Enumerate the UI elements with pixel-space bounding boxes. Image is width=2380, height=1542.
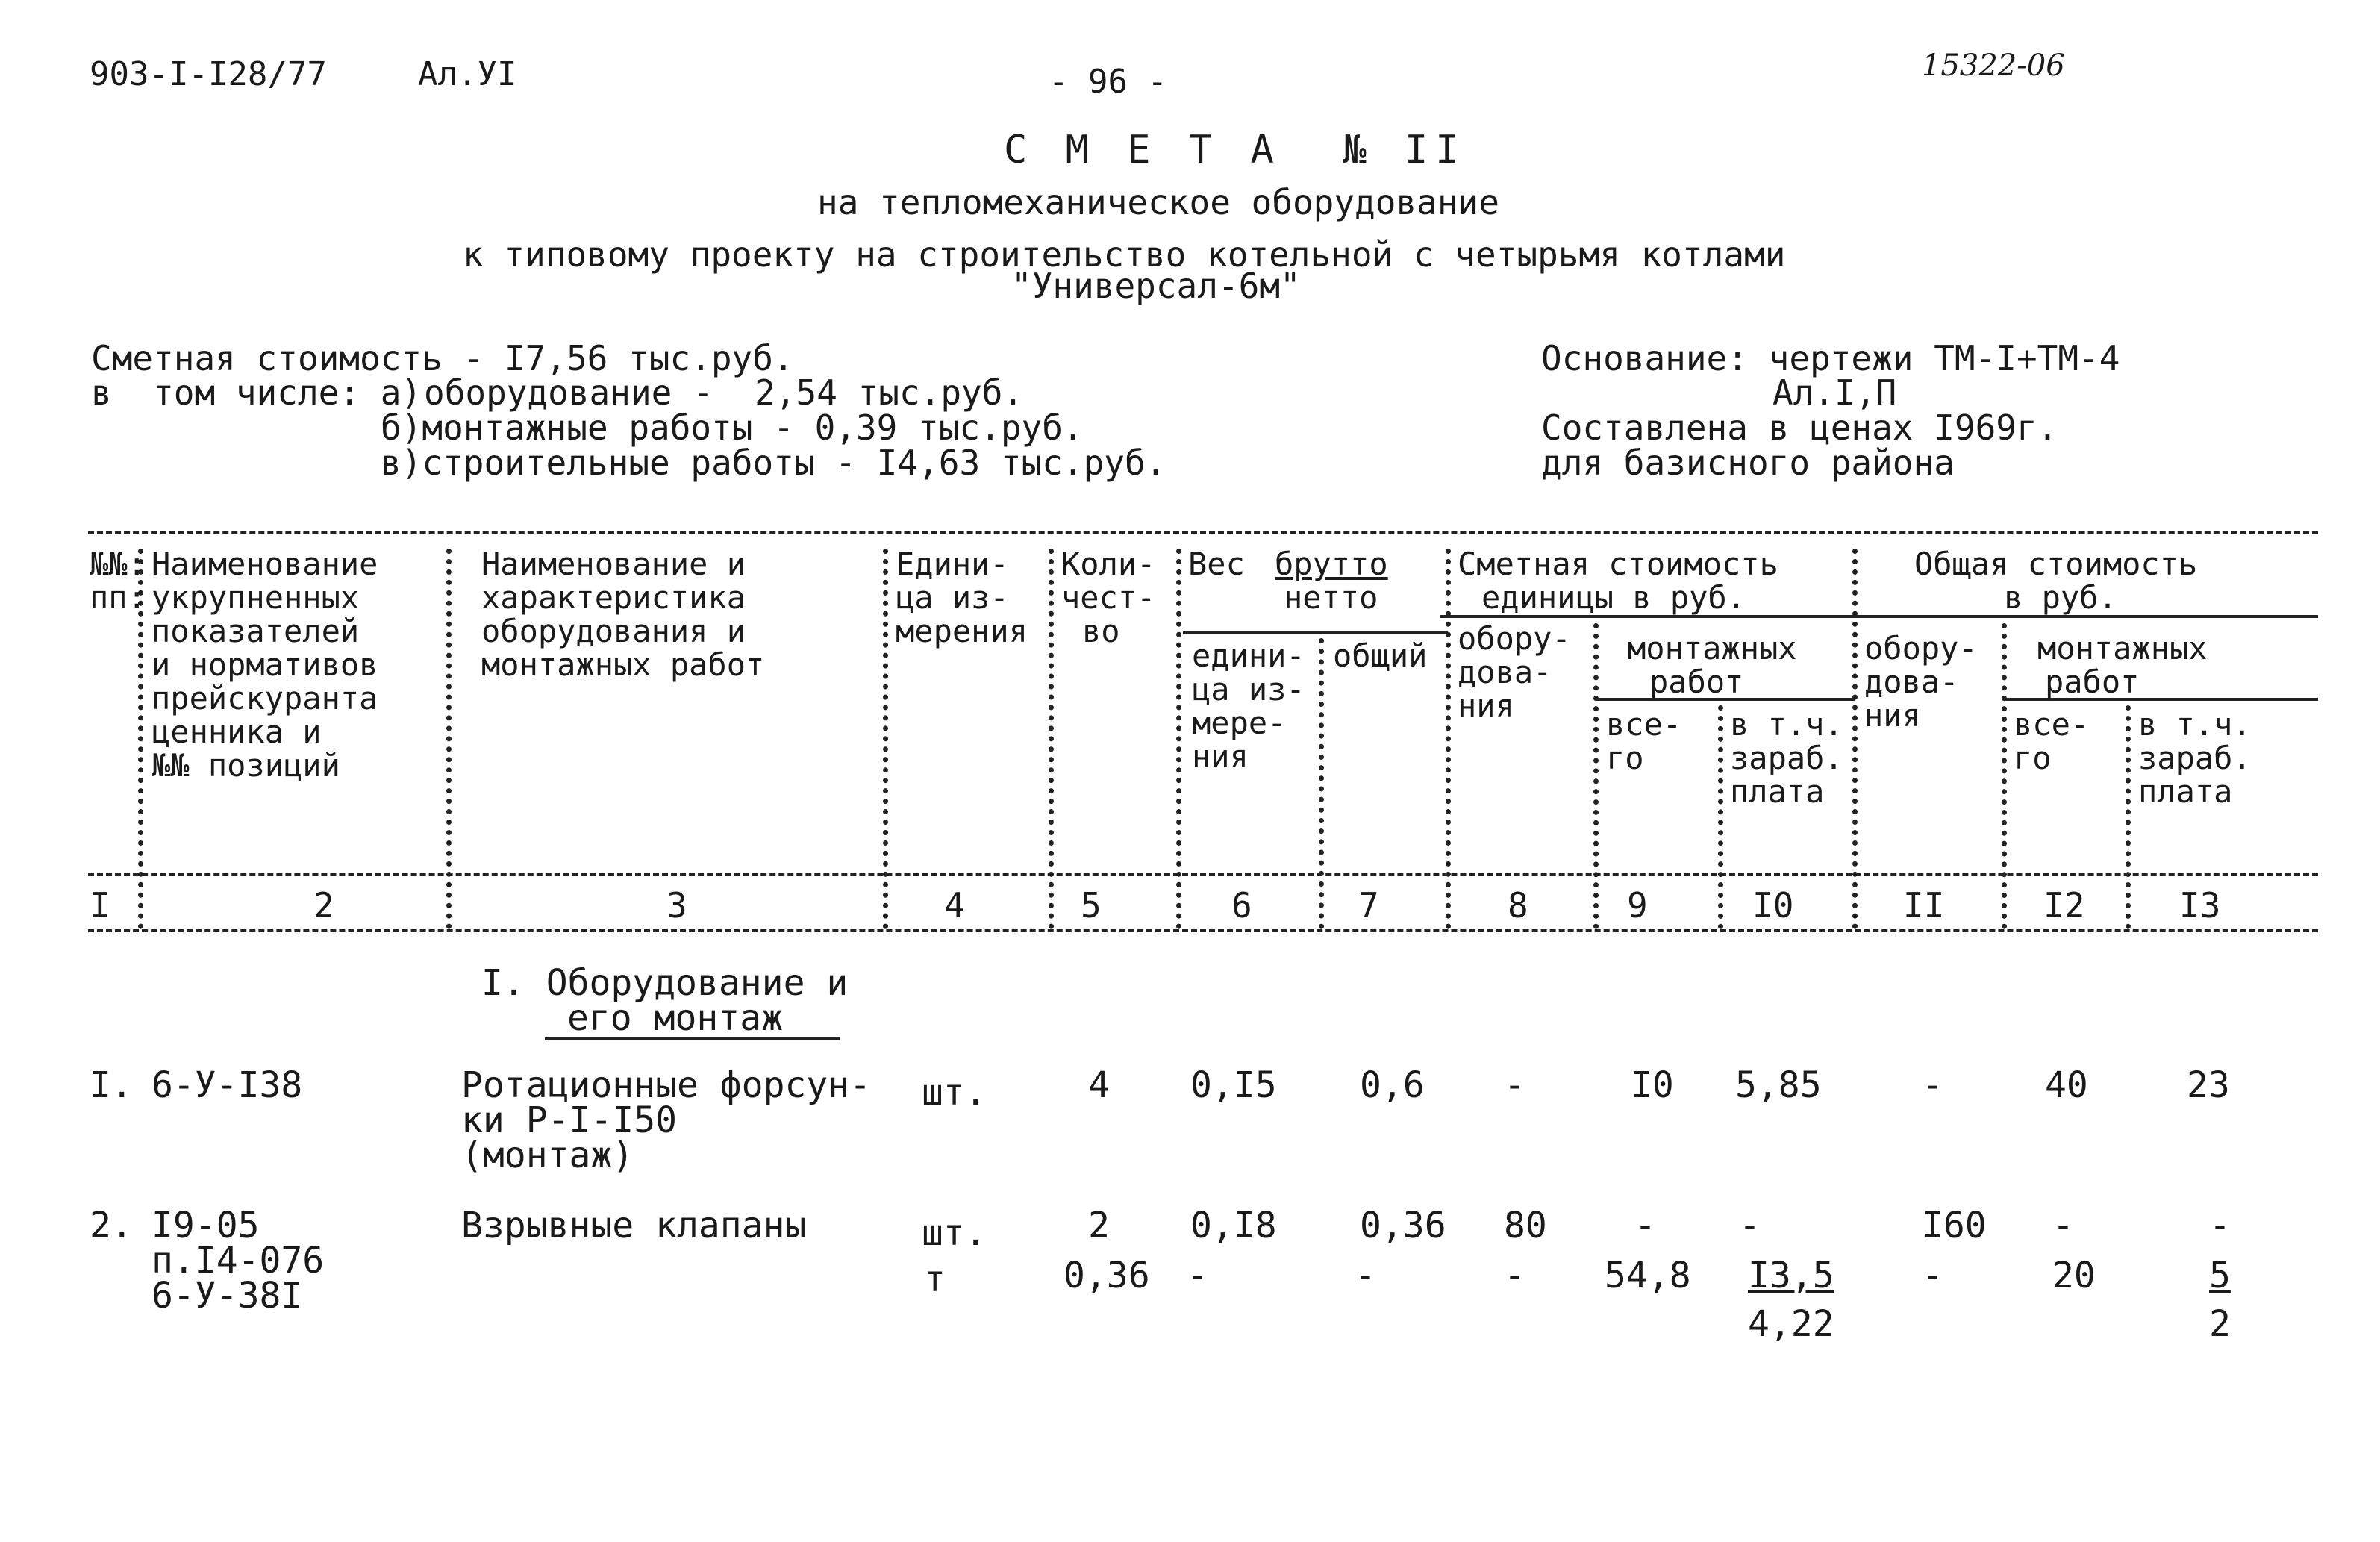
header-col4-line: Едини- bbox=[896, 546, 1009, 582]
header-col6-line: мере- bbox=[1192, 705, 1287, 741]
basis-line-3: Составлена в ценах I969г. bbox=[1541, 408, 2058, 448]
row-total-install-wage: - bbox=[2209, 1205, 2231, 1246]
header-col5-line: Коли- bbox=[1061, 546, 1156, 582]
cost-breakdown-prefix: в том числе: а) bbox=[91, 372, 422, 413]
construction-cost-line: в)строительные работы - I4,63 тыс.руб. bbox=[381, 443, 1166, 483]
column-number: 5 bbox=[1081, 885, 1102, 925]
column-number: I3 bbox=[2179, 885, 2221, 925]
header-col2-line: ценника и bbox=[152, 714, 322, 750]
column-divider bbox=[2002, 623, 2007, 929]
header-weight-label: Вес bbox=[1188, 546, 1264, 582]
column-divider bbox=[1446, 549, 1451, 929]
table-top-rule bbox=[88, 531, 2318, 534]
page-number: - 96 - bbox=[1049, 63, 1167, 101]
header-col3-line: оборудования и bbox=[481, 613, 746, 649]
header-col1-line: №№: bbox=[90, 546, 146, 582]
header-col4-line: ца из- bbox=[896, 579, 1009, 616]
column-number: I2 bbox=[2043, 885, 2085, 925]
column-number: 4 bbox=[944, 885, 965, 925]
column-divider bbox=[883, 549, 888, 929]
header-col8-line: обору- bbox=[1458, 620, 1571, 657]
header-col2-line: прейскуранта bbox=[152, 680, 378, 717]
header-col10-line: плата bbox=[1730, 773, 1825, 810]
row-unit-install-wage: 5,85 bbox=[1735, 1064, 1822, 1106]
row-item-name: (монтаж) bbox=[461, 1134, 634, 1176]
header-col13-line: зараб. bbox=[2138, 740, 2252, 776]
column-divider bbox=[1049, 549, 1054, 929]
title-line-2: к типовому проекту на строительство котельной с четырьмя котлами bbox=[463, 234, 1786, 275]
row-weight-total-secondary: - bbox=[1355, 1255, 1376, 1296]
row-weight-total: 0,6 bbox=[1360, 1064, 1425, 1106]
row-unit-equip-cost: 80 bbox=[1504, 1205, 1547, 1246]
total-cost-line: Сметная стоимость - I7,56 тыс.руб. bbox=[91, 338, 794, 378]
header-col2-line: Наименование bbox=[152, 546, 378, 582]
header-unit-install-sub: работ bbox=[1649, 664, 1744, 700]
row-item-name: ки Р-I-I50 bbox=[461, 1099, 677, 1141]
column-number: 9 bbox=[1627, 885, 1648, 925]
row-unit-install-total-secondary: 54,8 bbox=[1605, 1255, 1691, 1296]
album-number: Ал.УI bbox=[418, 55, 517, 93]
installation-cost-line: б)монтажные работы - 0,39 тыс.руб. bbox=[381, 408, 1084, 448]
column-divider bbox=[1593, 623, 1599, 929]
header-unit-cost: Сметная стоимость bbox=[1458, 546, 1778, 582]
row-unit-install-total: I0 bbox=[1631, 1064, 1674, 1106]
header-col9-line: го bbox=[1606, 740, 1644, 776]
title-line-3: "Универсал-6м" bbox=[1011, 266, 1301, 306]
header-col2-line: показателей bbox=[152, 613, 360, 649]
row-weight-unit: 0,I8 bbox=[1190, 1205, 1277, 1246]
row-total-install-wage: 23 bbox=[2187, 1064, 2230, 1106]
basis-line-1: Основание: чертежи ТМ-I+ТМ-4 bbox=[1541, 338, 2120, 378]
row-unit-install-wage-footnote: 4,22 bbox=[1748, 1303, 1834, 1345]
estimate-title: С М Е Т А № II bbox=[1004, 128, 1467, 172]
header-total-cost: Общая стоимость bbox=[1914, 546, 2198, 582]
header-col13-line: в т.ч. bbox=[2138, 706, 2252, 743]
table-numbers-rule bbox=[88, 929, 2318, 932]
header-col5-line: во bbox=[1082, 613, 1120, 649]
row-unit-install-total: - bbox=[1634, 1205, 1656, 1246]
header-col13-line: плата bbox=[2138, 773, 2233, 810]
basis-line-2: Ал.I,П bbox=[1772, 372, 1897, 413]
row-total-equip-cost: I60 bbox=[1922, 1205, 1987, 1246]
row-price-code: п.I4-076 bbox=[152, 1240, 325, 1282]
section-heading-underline bbox=[545, 1037, 840, 1040]
header-col11-line: ния bbox=[1864, 697, 1921, 734]
header-col10-line: в т.ч. bbox=[1730, 706, 1843, 743]
column-number: II bbox=[1903, 885, 1945, 925]
column-divider bbox=[2126, 705, 2131, 929]
header-weight-net: нетто bbox=[1284, 579, 1378, 616]
header-col6-line: ца из- bbox=[1192, 671, 1305, 708]
row-total-equip-cost-secondary: - bbox=[1922, 1255, 1943, 1296]
header-col11-line: обору- bbox=[1864, 630, 1978, 667]
row-quantity: 2 bbox=[1088, 1205, 1110, 1246]
row-number: 2. bbox=[90, 1205, 133, 1246]
equipment-cost-line: оборудование - 2,54 тыс.руб. bbox=[424, 372, 1024, 413]
row-total-install-total-secondary: 20 bbox=[2052, 1255, 2096, 1296]
header-total-install: монтажных bbox=[2037, 630, 2208, 667]
header-col1-line: пп: bbox=[90, 579, 146, 616]
row-unit-install-wage-secondary: I3,5 bbox=[1748, 1255, 1834, 1296]
row-total-equip-cost: - bbox=[1922, 1064, 1943, 1106]
column-number: I bbox=[90, 885, 110, 925]
header-col6-line: ния bbox=[1192, 738, 1249, 775]
row-item-name: Взрывные клапаны bbox=[461, 1205, 807, 1246]
section-heading: I. Оборудование и bbox=[481, 962, 849, 1004]
column-number: 7 bbox=[1358, 885, 1379, 925]
weight-subheader-rule bbox=[1183, 631, 1448, 634]
archive-number: 15322-06 bbox=[1922, 49, 2065, 83]
row-number: I. bbox=[90, 1064, 133, 1106]
row-item-name: Ротационные форсун- bbox=[461, 1064, 872, 1106]
row-price-code: 6-У-38I bbox=[152, 1275, 303, 1317]
header-col3-line: характеристика bbox=[481, 579, 746, 616]
header-col5-line: чест- bbox=[1061, 579, 1156, 616]
row-quantity: 4 bbox=[1088, 1064, 1110, 1106]
row-total-install-wage-secondary: 5 bbox=[2209, 1255, 2231, 1296]
row-unit-install-wage: - bbox=[1739, 1205, 1761, 1246]
row-weight-unit-secondary: - bbox=[1187, 1255, 1208, 1296]
header-col9-line: все- bbox=[1606, 706, 1682, 743]
header-col6-line: едини- bbox=[1192, 637, 1305, 674]
header-col8-line: ния bbox=[1458, 687, 1514, 724]
column-number: 6 bbox=[1231, 885, 1252, 925]
row-unit: шт. bbox=[922, 1212, 987, 1254]
header-col12-line: го bbox=[2014, 740, 2052, 776]
column-number: 8 bbox=[1508, 885, 1528, 925]
header-col10-line: зараб. bbox=[1730, 740, 1843, 776]
column-number: 3 bbox=[666, 885, 687, 925]
row-total-install-total: 40 bbox=[2045, 1064, 2088, 1106]
header-col7: общий bbox=[1333, 637, 1428, 674]
row-unit-equip-cost: - bbox=[1504, 1064, 1525, 1106]
column-number: I0 bbox=[1752, 885, 1794, 925]
header-col2-line: укрупненных bbox=[152, 579, 360, 616]
section-heading-sub: его монтаж bbox=[567, 997, 783, 1039]
header-col11-line: дова- bbox=[1864, 664, 1959, 700]
column-number: 2 bbox=[313, 885, 334, 925]
header-col2-line: №№ позиций bbox=[152, 747, 340, 784]
header-col12-line: все- bbox=[2014, 706, 2090, 743]
column-divider bbox=[1852, 549, 1858, 929]
row-total-install-wage-footnote: 2 bbox=[2209, 1303, 2231, 1345]
row-price-code: 6-У-I38 bbox=[152, 1064, 303, 1106]
row-quantity-secondary: 0,36 bbox=[1063, 1255, 1150, 1296]
row-weight-total: 0,36 bbox=[1360, 1205, 1446, 1246]
header-col2-line: и нормативов bbox=[152, 646, 378, 683]
document-code: 903-I-I28/77 bbox=[90, 55, 327, 93]
row-total-install-total: - bbox=[2052, 1205, 2074, 1246]
header-col4-line: мерения bbox=[896, 613, 1028, 649]
header-weight-gross: брутто bbox=[1275, 546, 1388, 582]
header-total-install-sub: работ bbox=[2045, 664, 2140, 700]
table-header-rule bbox=[88, 873, 2318, 876]
row-unit-secondary: т bbox=[924, 1258, 946, 1300]
header-col3-line: Наименование и bbox=[481, 546, 746, 582]
row-unit-equip-cost-secondary: - bbox=[1504, 1255, 1525, 1296]
column-divider bbox=[446, 549, 452, 929]
header-col3-line: монтажных работ bbox=[481, 646, 765, 683]
header-col8-line: дова- bbox=[1458, 654, 1552, 690]
row-weight-unit: 0,I5 bbox=[1190, 1064, 1277, 1106]
basis-line-4: для базисного района bbox=[1541, 443, 1955, 483]
header-unit-install: монтажных bbox=[1627, 630, 1797, 667]
row-price-code: I9-05 bbox=[152, 1205, 260, 1246]
header-unit-cost-sub: единицы в руб. bbox=[1481, 579, 1746, 616]
column-divider bbox=[1718, 705, 1723, 929]
header-total-cost-sub: в руб. bbox=[2004, 579, 2117, 616]
title-line-1: на тепломеханическое оборудование bbox=[817, 182, 1499, 222]
column-divider bbox=[1319, 638, 1324, 929]
row-unit: шт. bbox=[922, 1072, 987, 1114]
column-divider bbox=[1176, 549, 1181, 929]
